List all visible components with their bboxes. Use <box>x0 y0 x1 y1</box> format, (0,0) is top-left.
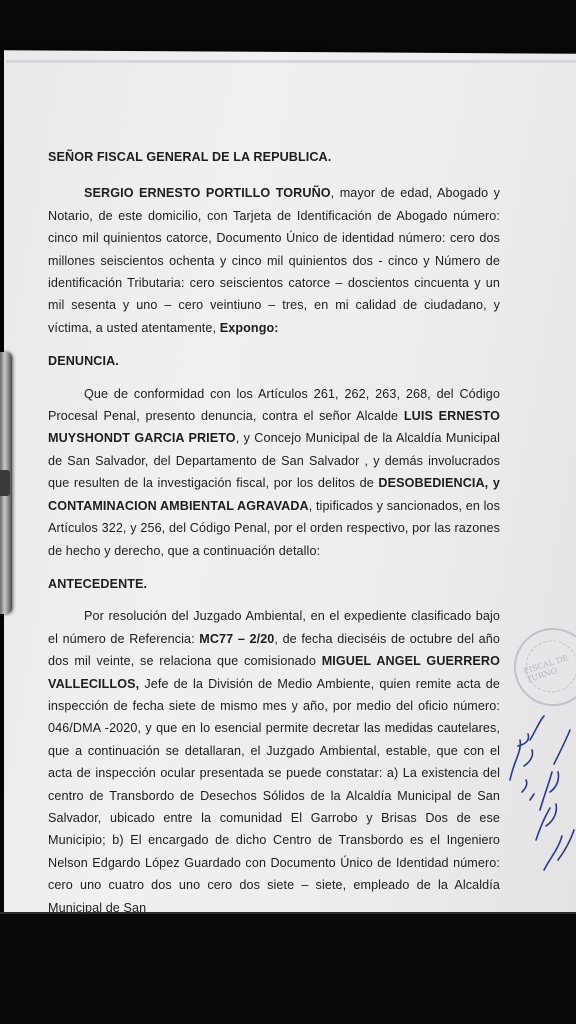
denuncia-paragraph <box>48 383 500 562</box>
handwritten-receipt-note <box>500 700 576 880</box>
intro-text: , mayor de edad, Abogado y Notario, de este domicilio, con Tarjeta de Identificación de Abogado número: cinco mil quinientos catorce, Documento Único de identidad número: cero dos millones seiscientos ochenta y cinco mil quinientos dos - cinco y Número de identificación Tributaria: cero seiscientos catorce – doscientos cincuenta y un mil sesenta y uno – cero veintiuno – tres, en mi calidad de ciudadano, y víctima, a usted atentamente, <box>48 186 501 335</box>
intro-paragraph <box>48 182 500 339</box>
page-edge <box>6 60 576 63</box>
section-title-denuncia: DENUNCIA. <box>48 354 119 369</box>
antecedente-text-1: Por resolución del Juzgado Ambiental, en el expediente clasificado bajo el número de Referencia: <box>48 609 500 646</box>
reference-number: MC77 – 2/20 <box>199 631 275 646</box>
denuncia-text-1: Que de conformidad con los Artículos 261, 262, 263, 268, del Código Procesal Penal, presento denuncia, contra el señor Alcalde <box>48 386 500 424</box>
stamp-text: FISCAL DE TURNO <box>522 653 570 685</box>
commissioner-name: MIGUEL ANGEL GUERRERO VALLECILLOS, <box>48 654 500 691</box>
denuncia-text-2: , y Concejo Municipal de la Alcaldía Municipal de San Salvador, del Departamento de San Salvador , y demás involucrados que resulten de la investigación fiscal, por los delitos de <box>48 431 500 491</box>
section-title-antecedente: ANTECEDENTE. <box>48 576 148 591</box>
document-body <box>48 146 500 919</box>
offenses: DESOBEDIENCIA, y CONTAMINACION AMBIENTAL AGRAVADA <box>48 476 500 513</box>
antecedente-text-2: , de fecha dieciséis de octubre del año dos mil veinte, se relaciona que comisionado <box>48 631 500 669</box>
intro-closing: Expongo: <box>219 320 279 335</box>
antecedente-paragraph <box>48 605 500 919</box>
accused-name: LUIS ERNESTO MUYSHONDT GARCIA PRIETO <box>48 409 500 446</box>
binder-notch <box>0 470 10 496</box>
background-bottom <box>0 914 576 1024</box>
complainant-name: SERGIO ERNESTO PORTILLO TORUÑO <box>84 186 331 201</box>
addressee: SEÑOR FISCAL GENERAL DE LA REPUBLICA. <box>48 150 332 164</box>
denuncia-text-3: , tipificados y sancionados, en los Artículos 322, y 256, del Código Penal, por el orden respectivo, por las razones de hecho y derecho, que a continuación detallo: <box>48 498 500 558</box>
antecedente-text-3: Jefe de la División de Medio Ambiente, quien remite acta de inspección de fecha siete de mismo mes y año, por medio del oficio número: 046/DMA -2020, y que en lo esencial permite decretar las medidas cautelares, que a continuación se detallaran, el Juzgado Ambiental, estable, que con el acta de inspección ocular presentada se puede constatar: a) La existencia del centro de Transbordo de Desechos Sólidos de la Alcaldía Municipal de San Salvador, ubicado entre la comunidad El Garrobo y Brisas Dos de ese Municipio; b) El encargado de dicho Centro de Transbordo es el Ingeniero Nelson Edgardo López Guardado con Documento Único de Identidad número: cero uno cuatro dos uno cero dos siete – siete, empleado de la Alcaldía Municipal de San <box>48 676 500 915</box>
